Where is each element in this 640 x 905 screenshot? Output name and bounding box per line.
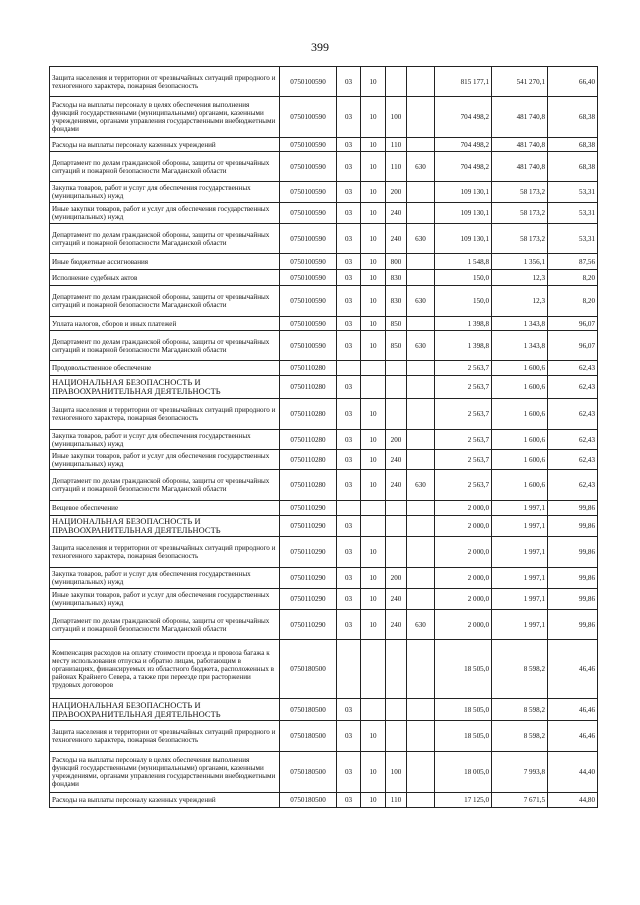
- percent-cell: 87,56: [548, 254, 598, 270]
- row-name-cell: Продовольственное обеспечение: [50, 361, 280, 376]
- section-cell: 03: [337, 589, 361, 610]
- plan-amount-cell: 150,0: [435, 270, 492, 286]
- row-name-cell: НАЦИОНАЛЬНАЯ БЕЗОПАСНОСТЬ И ПРАВООХРАНИТЕЛЬНАЯ ДЕЯТЕЛЬНОСТЬ: [50, 376, 280, 399]
- grbs-cell: 630: [407, 224, 435, 254]
- row-name-cell: Департамент по делам гражданской обороны, защиты от чрезвычайных ситуаций и пожарной безопасности Магаданской области: [50, 152, 280, 182]
- subsection-cell: 10: [361, 270, 386, 286]
- table-body: [50, 67, 598, 808]
- table-row: [50, 97, 598, 138]
- actual-amount-cell: 481 740,8: [492, 97, 548, 138]
- target-code-cell: 0750100590: [280, 67, 337, 97]
- section-cell: 03: [337, 752, 361, 793]
- grbs-cell: [407, 501, 435, 516]
- expense-type-cell: 850: [386, 317, 407, 331]
- table-row: [50, 286, 598, 317]
- grbs-cell: [407, 182, 435, 203]
- target-code-cell: 0750180500: [280, 793, 337, 808]
- expense-type-cell: 110: [386, 138, 407, 152]
- grbs-cell: [407, 640, 435, 699]
- table-row: [50, 721, 598, 752]
- subsection-cell: [361, 640, 386, 699]
- target-code-cell: 0750110280: [280, 470, 337, 501]
- expense-type-cell: 200: [386, 182, 407, 203]
- actual-amount-cell: 1 600,6: [492, 430, 548, 450]
- table-row: [50, 537, 598, 568]
- plan-amount-cell: 2 563,7: [435, 470, 492, 501]
- section-cell: 03: [337, 376, 361, 399]
- plan-amount-cell: 150,0: [435, 286, 492, 317]
- row-name-cell: Уплата налогов, сборов и иных платежей: [50, 317, 280, 331]
- target-code-cell: 0750110290: [280, 610, 337, 640]
- target-code-cell: 0750100590: [280, 182, 337, 203]
- expense-type-cell: 100: [386, 752, 407, 793]
- row-name-cell: Иные закупки товаров, работ и услуг для обеспечения государственных (муниципальных) нужд: [50, 450, 280, 470]
- subsection-cell: 10: [361, 286, 386, 317]
- subsection-cell: 10: [361, 610, 386, 640]
- plan-amount-cell: 1 548,8: [435, 254, 492, 270]
- table-row: [50, 640, 598, 699]
- expense-type-cell: 110: [386, 793, 407, 808]
- table-row: [50, 470, 598, 501]
- row-name-cell: Защита населения и территории от чрезвычайных ситуаций природного и техногенного характера, пожарная безопасность: [50, 67, 280, 97]
- subsection-cell: 10: [361, 399, 386, 430]
- percent-cell: 62,43: [548, 361, 598, 376]
- percent-cell: 62,43: [548, 399, 598, 430]
- subsection-cell: 10: [361, 430, 386, 450]
- target-code-cell: 0750110280: [280, 376, 337, 399]
- target-code-cell: 0750100590: [280, 317, 337, 331]
- plan-amount-cell: 18 505,0: [435, 640, 492, 699]
- section-cell: 03: [337, 67, 361, 97]
- target-code-cell: 0750110290: [280, 501, 337, 516]
- plan-amount-cell: 18 505,0: [435, 721, 492, 752]
- section-cell: 03: [337, 610, 361, 640]
- expense-type-cell: [386, 721, 407, 752]
- percent-cell: 68,38: [548, 97, 598, 138]
- actual-amount-cell: 1 997,1: [492, 537, 548, 568]
- percent-cell: 46,46: [548, 699, 598, 721]
- actual-amount-cell: 1 997,1: [492, 589, 548, 610]
- plan-amount-cell: 2 000,0: [435, 568, 492, 589]
- grbs-cell: [407, 589, 435, 610]
- grbs-cell: 630: [407, 331, 435, 361]
- subsection-cell: 10: [361, 537, 386, 568]
- actual-amount-cell: 1 356,1: [492, 254, 548, 270]
- section-cell: 03: [337, 224, 361, 254]
- percent-cell: 8,20: [548, 270, 598, 286]
- subsection-cell: 10: [361, 721, 386, 752]
- grbs-cell: [407, 376, 435, 399]
- expense-type-cell: 240: [386, 610, 407, 640]
- subsection-cell: 10: [361, 254, 386, 270]
- row-name-cell: Иные бюджетные ассигнования: [50, 254, 280, 270]
- actual-amount-cell: 481 740,8: [492, 152, 548, 182]
- expense-type-cell: [386, 640, 407, 699]
- section-cell: 03: [337, 568, 361, 589]
- target-code-cell: 0750100590: [280, 254, 337, 270]
- section-cell: 03: [337, 182, 361, 203]
- percent-cell: 44,40: [548, 752, 598, 793]
- plan-amount-cell: 17 125,0: [435, 793, 492, 808]
- table-row: [50, 430, 598, 450]
- target-code-cell: 0750180500: [280, 752, 337, 793]
- target-code-cell: 0750110280: [280, 361, 337, 376]
- expense-type-cell: [386, 516, 407, 537]
- section-cell: 03: [337, 152, 361, 182]
- subsection-cell: 10: [361, 317, 386, 331]
- expense-type-cell: 830: [386, 270, 407, 286]
- target-code-cell: 0750100590: [280, 203, 337, 224]
- row-name-cell: Вещевое обеспечение: [50, 501, 280, 516]
- subsection-cell: 10: [361, 152, 386, 182]
- actual-amount-cell: 58 173,2: [492, 182, 548, 203]
- row-name-cell: Исполнение судебных актов: [50, 270, 280, 286]
- section-cell: 03: [337, 97, 361, 138]
- actual-amount-cell: 7 993,8: [492, 752, 548, 793]
- actual-amount-cell: 58 173,2: [492, 203, 548, 224]
- row-name-cell: Расходы на выплаты персоналу в целях обеспечения выполнения функций государственными (муниципальными) органами, казенными учреждениями, органами управления государственными внебюджетными фондами: [50, 752, 280, 793]
- grbs-cell: [407, 568, 435, 589]
- target-code-cell: 0750100590: [280, 152, 337, 182]
- page-number: 399: [311, 40, 329, 54]
- subsection-cell: 10: [361, 203, 386, 224]
- actual-amount-cell: 12,3: [492, 286, 548, 317]
- expense-type-cell: [386, 376, 407, 399]
- plan-amount-cell: 109 130,1: [435, 203, 492, 224]
- row-name-cell: Закупка товаров, работ и услуг для обеспечения государственных (муниципальных) нужд: [50, 430, 280, 450]
- actual-amount-cell: 1 343,8: [492, 331, 548, 361]
- percent-cell: 62,43: [548, 430, 598, 450]
- grbs-cell: [407, 721, 435, 752]
- plan-amount-cell: 2 563,7: [435, 361, 492, 376]
- grbs-cell: [407, 138, 435, 152]
- plan-amount-cell: 109 130,1: [435, 182, 492, 203]
- actual-amount-cell: 8 598,2: [492, 699, 548, 721]
- actual-amount-cell: 1 997,1: [492, 568, 548, 589]
- expense-type-cell: [386, 399, 407, 430]
- actual-amount-cell: 1 997,1: [492, 610, 548, 640]
- percent-cell: 53,31: [548, 203, 598, 224]
- table-row: [50, 361, 598, 376]
- row-name-cell: Иные закупки товаров, работ и услуг для обеспечения государственных (муниципальных) нужд: [50, 203, 280, 224]
- subsection-cell: [361, 376, 386, 399]
- plan-amount-cell: 1 398,8: [435, 317, 492, 331]
- row-name-cell: Защита населения и территории от чрезвычайных ситуаций природного и техногенного характера, пожарная безопасность: [50, 399, 280, 430]
- table-row: [50, 331, 598, 361]
- target-code-cell: 0750180500: [280, 640, 337, 699]
- grbs-cell: [407, 67, 435, 97]
- row-name-cell: Расходы на выплаты персоналу казенных учреждений: [50, 793, 280, 808]
- row-name-cell: Иные закупки товаров, работ и услуг для обеспечения государственных (муниципальных) нужд: [50, 589, 280, 610]
- budget-table: [49, 66, 598, 808]
- section-cell: 03: [337, 317, 361, 331]
- actual-amount-cell: 8 598,2: [492, 640, 548, 699]
- table-row: [50, 254, 598, 270]
- subsection-cell: 10: [361, 752, 386, 793]
- grbs-cell: [407, 699, 435, 721]
- percent-cell: 99,86: [548, 589, 598, 610]
- target-code-cell: 0750110280: [280, 450, 337, 470]
- plan-amount-cell: 1 398,8: [435, 331, 492, 361]
- subsection-cell: 10: [361, 224, 386, 254]
- section-cell: 03: [337, 399, 361, 430]
- grbs-cell: 630: [407, 470, 435, 501]
- expense-type-cell: [386, 537, 407, 568]
- table-row: [50, 610, 598, 640]
- grbs-cell: 630: [407, 610, 435, 640]
- row-name-cell: Департамент по делам гражданской обороны, защиты от чрезвычайных ситуаций и пожарной безопасности Магаданской области: [50, 610, 280, 640]
- plan-amount-cell: 2 563,7: [435, 450, 492, 470]
- percent-cell: 99,86: [548, 516, 598, 537]
- subsection-cell: 10: [361, 568, 386, 589]
- target-code-cell: 0750180500: [280, 721, 337, 752]
- plan-amount-cell: 2 000,0: [435, 516, 492, 537]
- actual-amount-cell: 7 671,5: [492, 793, 548, 808]
- actual-amount-cell: 1 600,6: [492, 361, 548, 376]
- grbs-cell: 630: [407, 152, 435, 182]
- row-name-cell: Закупка товаров, работ и услуг для обеспечения государственных (муниципальных) нужд: [50, 182, 280, 203]
- plan-amount-cell: 2 000,0: [435, 610, 492, 640]
- section-cell: 03: [337, 721, 361, 752]
- table-row: [50, 270, 598, 286]
- target-code-cell: 0750110290: [280, 568, 337, 589]
- section-cell: 03: [337, 270, 361, 286]
- percent-cell: 62,43: [548, 450, 598, 470]
- section-cell: 03: [337, 286, 361, 317]
- expense-type-cell: 850: [386, 331, 407, 361]
- subsection-cell: [361, 361, 386, 376]
- actual-amount-cell: 541 270,1: [492, 67, 548, 97]
- grbs-cell: [407, 361, 435, 376]
- table-row: [50, 699, 598, 721]
- table-row: [50, 793, 598, 808]
- row-name-cell: Расходы на выплаты персоналу в целях обеспечения выполнения функций государственными (муниципальными) органами, казенными учреждениями, органами управления государственными внебюджетными фондами: [50, 97, 280, 138]
- actual-amount-cell: 1 600,6: [492, 470, 548, 501]
- plan-amount-cell: 2 563,7: [435, 376, 492, 399]
- percent-cell: 53,31: [548, 182, 598, 203]
- row-name-cell: Департамент по делам гражданской обороны, защиты от чрезвычайных ситуаций и пожарной безопасности Магаданской области: [50, 470, 280, 501]
- row-name-cell: Защита населения и территории от чрезвычайных ситуаций природного и техногенного характера, пожарная безопасность: [50, 721, 280, 752]
- expense-type-cell: [386, 361, 407, 376]
- percent-cell: 99,86: [548, 610, 598, 640]
- subsection-cell: 10: [361, 450, 386, 470]
- expense-type-cell: 110: [386, 152, 407, 182]
- actual-amount-cell: 1 600,6: [492, 376, 548, 399]
- row-name-cell: НАЦИОНАЛЬНАЯ БЕЗОПАСНОСТЬ И ПРАВООХРАНИТЕЛЬНАЯ ДЕЯТЕЛЬНОСТЬ: [50, 516, 280, 537]
- subsection-cell: 10: [361, 67, 386, 97]
- expense-type-cell: 240: [386, 224, 407, 254]
- subsection-cell: 10: [361, 470, 386, 501]
- section-cell: 03: [337, 331, 361, 361]
- expense-type-cell: [386, 67, 407, 97]
- subsection-cell: 10: [361, 589, 386, 610]
- section-cell: 03: [337, 138, 361, 152]
- table-row: [50, 152, 598, 182]
- actual-amount-cell: 1 600,6: [492, 399, 548, 430]
- grbs-cell: [407, 537, 435, 568]
- percent-cell: 53,31: [548, 224, 598, 254]
- grbs-cell: [407, 317, 435, 331]
- table-row: [50, 752, 598, 793]
- target-code-cell: 0750180500: [280, 699, 337, 721]
- percent-cell: 96,07: [548, 317, 598, 331]
- percent-cell: 68,38: [548, 152, 598, 182]
- row-name-cell: НАЦИОНАЛЬНАЯ БЕЗОПАСНОСТЬ И ПРАВООХРАНИТЕЛЬНАЯ ДЕЯТЕЛЬНОСТЬ: [50, 699, 280, 721]
- target-code-cell: 0750100590: [280, 331, 337, 361]
- grbs-cell: [407, 793, 435, 808]
- row-name-cell: Защита населения и территории от чрезвычайных ситуаций природного и техногенного характера, пожарная безопасность: [50, 537, 280, 568]
- expense-type-cell: 240: [386, 589, 407, 610]
- percent-cell: 99,86: [548, 537, 598, 568]
- table-row: [50, 138, 598, 152]
- row-name-cell: Департамент по делам гражданской обороны, защиты от чрезвычайных ситуаций и пожарной безопасности Магаданской области: [50, 331, 280, 361]
- expense-type-cell: 800: [386, 254, 407, 270]
- grbs-cell: [407, 270, 435, 286]
- expense-type-cell: 830: [386, 286, 407, 317]
- grbs-cell: 630: [407, 286, 435, 317]
- plan-amount-cell: 2 000,0: [435, 501, 492, 516]
- actual-amount-cell: 1 343,8: [492, 317, 548, 331]
- table-row: [50, 376, 598, 399]
- row-name-cell: Департамент по делам гражданской обороны, защиты от чрезвычайных ситуаций и пожарной безопасности Магаданской области: [50, 224, 280, 254]
- plan-amount-cell: 18 505,0: [435, 699, 492, 721]
- actual-amount-cell: 8 598,2: [492, 721, 548, 752]
- table-row: [50, 182, 598, 203]
- plan-amount-cell: 2 563,7: [435, 399, 492, 430]
- percent-cell: 46,46: [548, 640, 598, 699]
- table-row: [50, 317, 598, 331]
- section-cell: 03: [337, 793, 361, 808]
- percent-cell: 99,86: [548, 568, 598, 589]
- table-row: [50, 67, 598, 97]
- target-code-cell: 0750110290: [280, 589, 337, 610]
- plan-amount-cell: 704 498,2: [435, 138, 492, 152]
- percent-cell: 96,07: [548, 331, 598, 361]
- table-row: [50, 203, 598, 224]
- target-code-cell: 0750110290: [280, 537, 337, 568]
- target-code-cell: 0750100590: [280, 97, 337, 138]
- percent-cell: 46,46: [548, 721, 598, 752]
- grbs-cell: [407, 203, 435, 224]
- section-cell: 03: [337, 430, 361, 450]
- subsection-cell: [361, 516, 386, 537]
- plan-amount-cell: 2 000,0: [435, 589, 492, 610]
- actual-amount-cell: 1 600,6: [492, 450, 548, 470]
- actual-amount-cell: 12,3: [492, 270, 548, 286]
- expense-type-cell: 240: [386, 470, 407, 501]
- plan-amount-cell: 704 498,2: [435, 152, 492, 182]
- expense-type-cell: 240: [386, 203, 407, 224]
- percent-cell: 62,43: [548, 470, 598, 501]
- target-code-cell: 0750110290: [280, 516, 337, 537]
- expense-type-cell: 200: [386, 568, 407, 589]
- section-cell: [337, 501, 361, 516]
- subsection-cell: 10: [361, 182, 386, 203]
- expense-type-cell: 200: [386, 430, 407, 450]
- target-code-cell: 0750100590: [280, 286, 337, 317]
- actual-amount-cell: 1 997,1: [492, 516, 548, 537]
- subsection-cell: 10: [361, 331, 386, 361]
- actual-amount-cell: 58 173,2: [492, 224, 548, 254]
- plan-amount-cell: 815 177,1: [435, 67, 492, 97]
- section-cell: 03: [337, 537, 361, 568]
- table-row: [50, 516, 598, 537]
- expense-type-cell: [386, 501, 407, 516]
- percent-cell: 44,80: [548, 793, 598, 808]
- grbs-cell: [407, 516, 435, 537]
- subsection-cell: 10: [361, 793, 386, 808]
- row-name-cell: Расходы на выплаты персоналу казенных учреждений: [50, 138, 280, 152]
- table-row: [50, 501, 598, 516]
- subsection-cell: [361, 699, 386, 721]
- table-row: [50, 568, 598, 589]
- grbs-cell: [407, 254, 435, 270]
- table-row: [50, 224, 598, 254]
- percent-cell: 8,20: [548, 286, 598, 317]
- percent-cell: 66,40: [548, 67, 598, 97]
- expense-type-cell: [386, 699, 407, 721]
- plan-amount-cell: 2 000,0: [435, 537, 492, 568]
- section-cell: 03: [337, 699, 361, 721]
- percent-cell: 62,43: [548, 376, 598, 399]
- grbs-cell: [407, 752, 435, 793]
- table-row: [50, 589, 598, 610]
- table-row: [50, 399, 598, 430]
- grbs-cell: [407, 430, 435, 450]
- target-code-cell: 0750100590: [280, 224, 337, 254]
- section-cell: 03: [337, 450, 361, 470]
- actual-amount-cell: 481 740,8: [492, 138, 548, 152]
- target-code-cell: 0750110280: [280, 399, 337, 430]
- plan-amount-cell: 2 563,7: [435, 430, 492, 450]
- expense-type-cell: 100: [386, 97, 407, 138]
- section-cell: 03: [337, 470, 361, 501]
- section-cell: [337, 640, 361, 699]
- plan-amount-cell: 18 005,0: [435, 752, 492, 793]
- grbs-cell: [407, 450, 435, 470]
- section-cell: 03: [337, 254, 361, 270]
- plan-amount-cell: 704 498,2: [435, 97, 492, 138]
- grbs-cell: [407, 97, 435, 138]
- subsection-cell: [361, 501, 386, 516]
- section-cell: 03: [337, 516, 361, 537]
- target-code-cell: 0750100590: [280, 138, 337, 152]
- section-cell: 03: [337, 203, 361, 224]
- target-code-cell: 0750110280: [280, 430, 337, 450]
- section-cell: [337, 361, 361, 376]
- plan-amount-cell: 109 130,1: [435, 224, 492, 254]
- subsection-cell: 10: [361, 138, 386, 152]
- table-row: [50, 450, 598, 470]
- percent-cell: 68,38: [548, 138, 598, 152]
- row-name-cell: Закупка товаров, работ и услуг для обеспечения государственных (муниципальных) нужд: [50, 568, 280, 589]
- row-name-cell: Компенсация расходов на оплату стоимости проезда и провоза багажа к месту использования отпуска и обратно лицам, работающим в организациях, финансируемых из областного бюджета, расположенных в районах Крайнего Севера, а также при переезде при расторжении трудовых договоров: [50, 640, 280, 699]
- actual-amount-cell: 1 997,1: [492, 501, 548, 516]
- subsection-cell: 10: [361, 97, 386, 138]
- row-name-cell: Департамент по делам гражданской обороны, защиты от чрезвычайных ситуаций и пожарной безопасности Магаданской области: [50, 286, 280, 317]
- grbs-cell: [407, 399, 435, 430]
- expense-type-cell: 240: [386, 450, 407, 470]
- percent-cell: 99,86: [548, 501, 598, 516]
- target-code-cell: 0750100590: [280, 270, 337, 286]
